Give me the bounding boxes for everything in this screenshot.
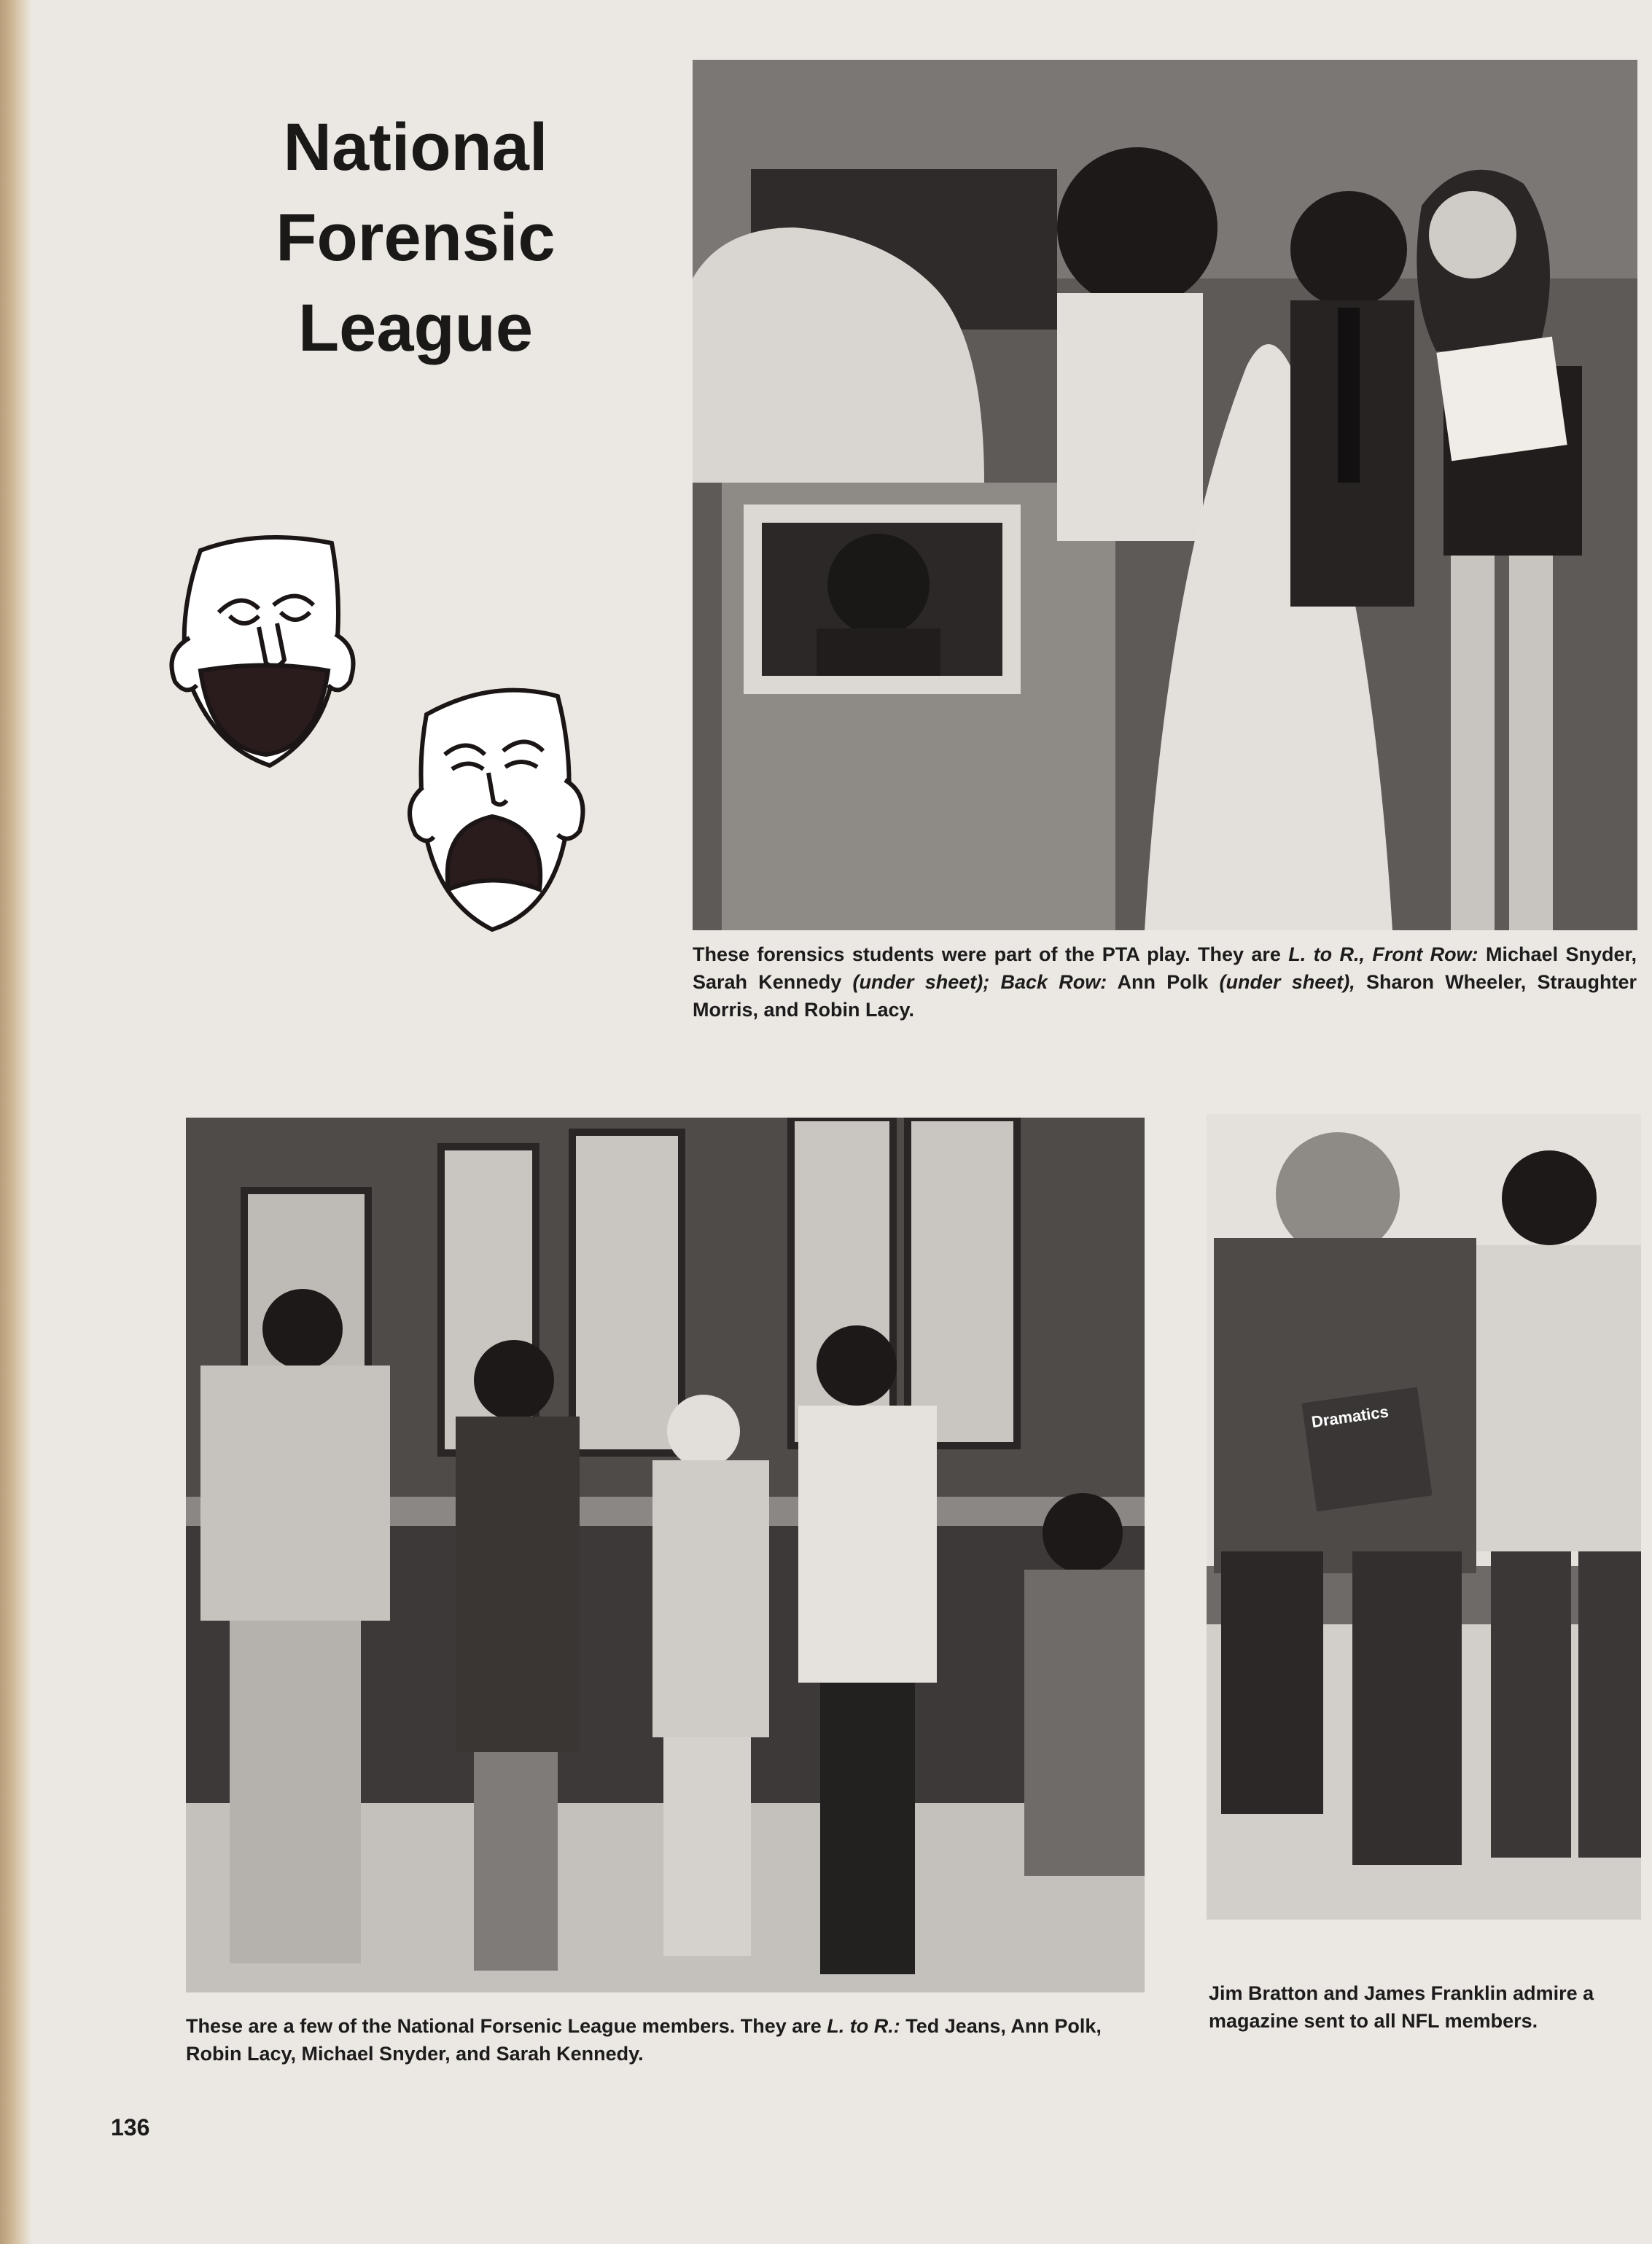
page-spine-shadow bbox=[0, 0, 32, 2244]
bench-magazine-caption: Jim Bratton and James Franklin admire a magazine sent to all NFL members. bbox=[1209, 1982, 1594, 2032]
caption-text: Sharon Wheeler, Straughter Morris, and Robin Lacy. bbox=[693, 971, 1637, 1021]
forensic-members-caption bbox=[186, 2012, 1156, 2068]
caption-text: These forensics students were part of the PTA play. They are bbox=[693, 943, 1289, 965]
pta-play-photo bbox=[693, 60, 1637, 930]
caption-text: Michael Snyder, Sarah Kennedy bbox=[693, 943, 1637, 993]
caption-text: Ann Polk bbox=[1107, 971, 1220, 993]
page-title bbox=[211, 102, 620, 373]
bench-magazine-photo bbox=[1207, 1114, 1641, 1920]
caption-emphasis: L. to R., Front Row: bbox=[1288, 943, 1478, 965]
title-line: National bbox=[283, 110, 548, 184]
pta-play-caption bbox=[693, 940, 1637, 1024]
comedy-mask-icon bbox=[172, 537, 354, 765]
title-line: League bbox=[297, 291, 534, 365]
magazine-title: Dramatics bbox=[1310, 1402, 1390, 1432]
comedy-tragedy-masks-icon bbox=[149, 514, 616, 937]
caption-text: These are a few of the National Forsenic League members. They are bbox=[186, 2015, 827, 2037]
caption-text: Ted Jeans, Ann Polk, Robin Lacy, Michael Snyder, and Sarah Kennedy. bbox=[186, 2015, 1102, 2065]
caption-emphasis: L. to R.: bbox=[827, 2015, 900, 2037]
title-line: Forensic bbox=[276, 200, 556, 275]
page-number: 136 bbox=[111, 2114, 150, 2140]
caption-emphasis: (under sheet), bbox=[1219, 971, 1355, 993]
tragedy-mask-icon bbox=[410, 690, 583, 930]
caption-emphasis: (under sheet); Back Row: bbox=[852, 971, 1107, 993]
forensic-members-photo bbox=[186, 1118, 1145, 1992]
